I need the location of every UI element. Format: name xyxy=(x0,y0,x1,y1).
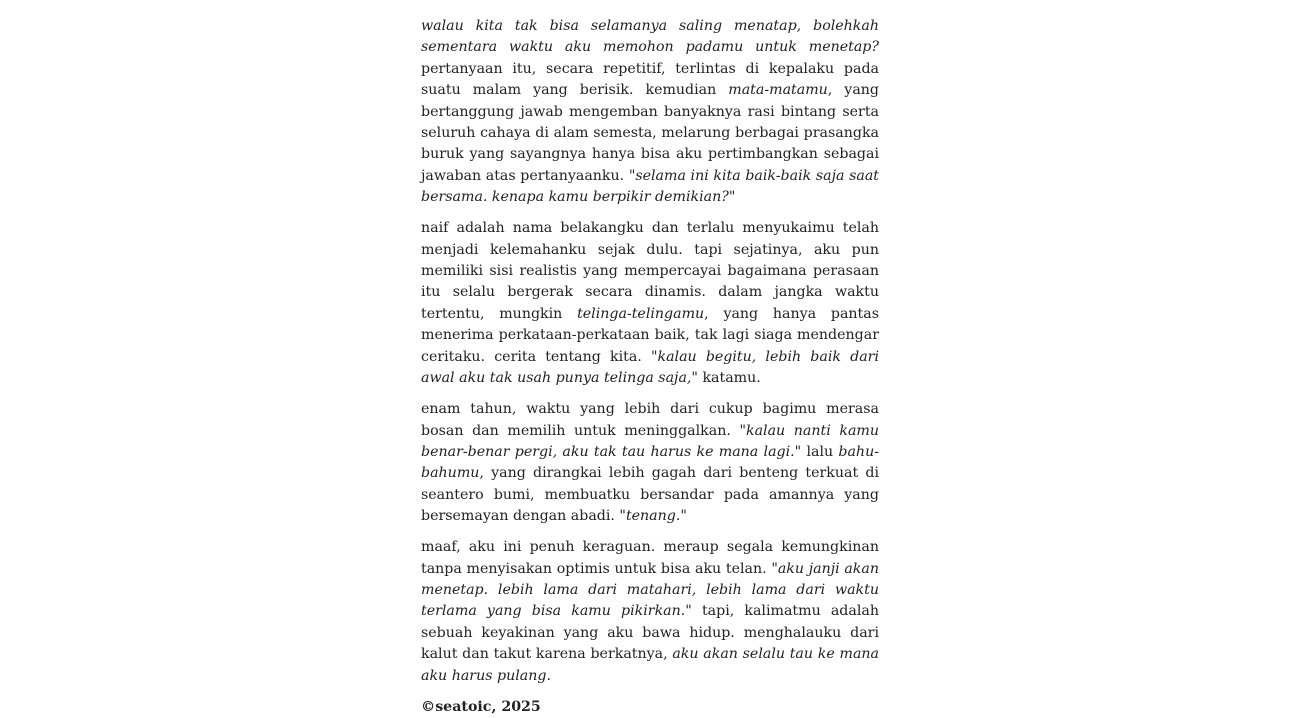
paragraph xyxy=(421,16,879,209)
italic-text-segment: "kalau begitu, lebih baik dari awal aku tak usah punya telinga saja," xyxy=(421,348,879,387)
copyright-signature: ©seatoic, 2025 xyxy=(421,698,541,715)
italic-text-segment: "aku janji akan menetap. lebih lama dari matahari, lebih lama dari waktu terlama yang bisa kamu pikirkan." xyxy=(421,560,880,620)
italic-text-segment: "tenang." xyxy=(619,508,687,525)
document-page xyxy=(421,16,879,718)
text-segment: naif adalah nama belakangku dan terlalu menyukaimu telah menjadi kelemahanku sejak dulu. tapi sejatinya, aku pun memiliki sisi realistis yang mempercayai bagaimana perasaan itu selalu bergerak secara dinamis. dalam jangka waktu tertentu, mungkin xyxy=(421,220,879,322)
paragraph xyxy=(421,537,879,687)
italic-text-segment: telinga-telingamu xyxy=(577,305,705,322)
text-segment: pertanyaan itu, secara repetitif, terlintas di kepalaku pada suatu malam yang berisik. kemudian xyxy=(421,60,879,99)
italic-text-segment: "kalau nanti kamu benar-benar pergi, aku tak tau harus ke mana lagi." xyxy=(421,422,879,460)
text-segment: tapi, kalimatmu adalah sebuah keyakinan yang aku bawa hidup. menghalauku dari kalut dan takut karena berkatnya, xyxy=(421,603,879,663)
text-segment: , yang bertanggung jawab mengemban banyaknya rasi bintang serta seluruh cahaya di alam semesta, melarung berbagai prasangka buruk yang sayangnya hanya bisa aku pertimbangkan sebagai jawaban atas pertanyaanku. xyxy=(421,82,879,184)
text-segment: lalu xyxy=(801,443,839,460)
document-body xyxy=(421,16,879,687)
paragraph xyxy=(421,218,879,389)
text-segment: katamu. xyxy=(697,370,761,387)
paragraph xyxy=(421,399,879,527)
text-segment: , yang hanya pantas menerima perkataan-perkataan baik, tak lagi siaga mendengar ceritaku. cerita tentang kita. xyxy=(421,305,879,365)
text-segment: , yang dirangkai lebih gagah dari benteng terkuat di seantero bumi, membuatku bersandar pada amannya yang bersemayan dengan abadi. xyxy=(421,465,879,525)
text-segment: . xyxy=(546,667,551,684)
italic-text-segment: walau kita tak bisa selamanya saling menatap, bolehkah sementara waktu aku memohon padamu untuk menetap? xyxy=(421,18,879,56)
text-segment: maaf, aku ini penuh keraguan. meraup segala kemungkinan tanpa menyisakan optimis untuk bisa aku telan. xyxy=(421,539,879,577)
italic-text-segment: aku akan selalu tau ke mana aku harus pulang xyxy=(421,646,879,684)
italic-text-segment: bahu-bahumu xyxy=(421,443,879,482)
italic-text-segment: mata-matamu xyxy=(728,82,828,99)
text-segment: enam tahun, waktu yang lebih dari cukup bagimu merasa bosan dan memilih untuk meninggalkan. xyxy=(421,401,879,439)
italic-text-segment: "selama ini kita baik-baik saja saat bersama. kenapa kamu berpikir demikian?" xyxy=(421,167,879,206)
